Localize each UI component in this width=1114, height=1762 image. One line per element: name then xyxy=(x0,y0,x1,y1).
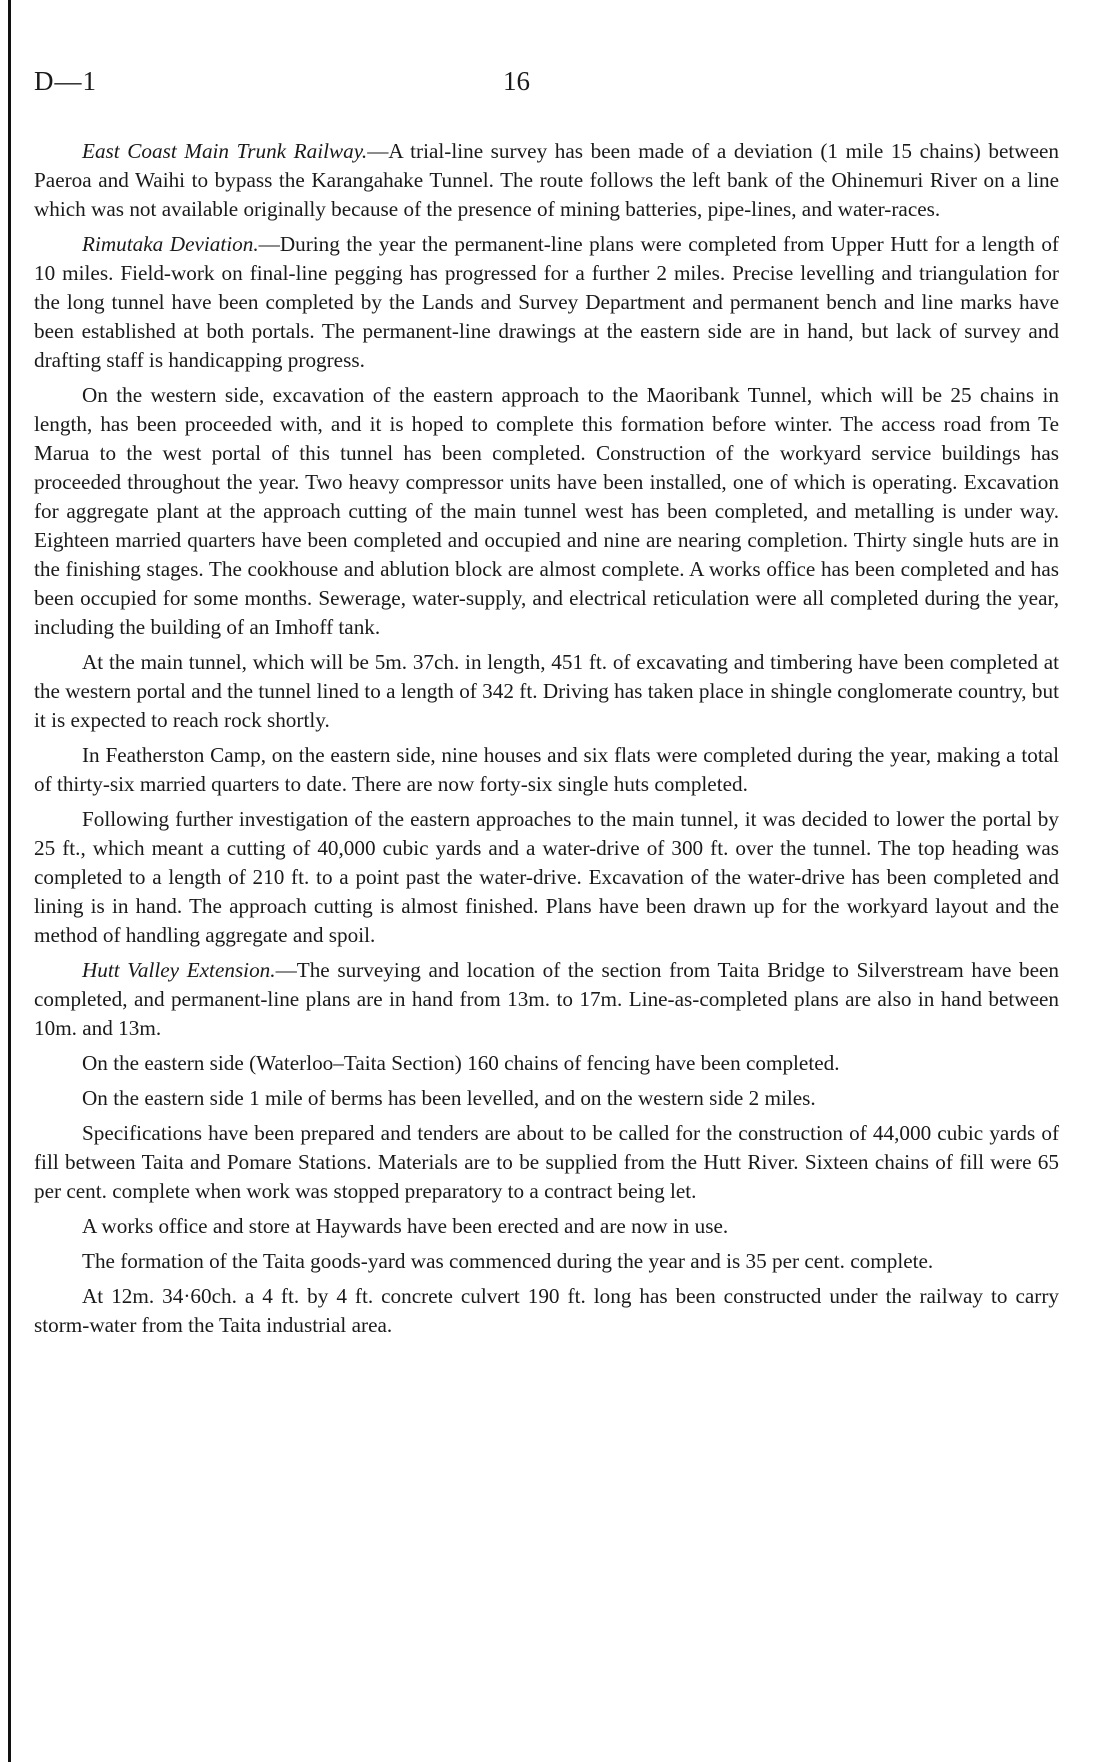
document-code: D—1 xyxy=(34,66,97,96)
paragraph-text: On the eastern side (Waterloo–Taita Section) 160 chains of fencing have been completed. xyxy=(82,1051,840,1075)
page-number: 16 xyxy=(503,66,530,96)
paragraph-text: —The surveying and location of the section from Taita Bridge to Silverstream have been completed, and permanent-line plans are in hand from 13m. to 17m. Line-as-completed plans are also in hand between 10m. and 13m. xyxy=(34,958,1059,1040)
paragraph-text: On the western side, excavation of the eastern approach to the Maoribank Tunnel, which will be 25 chains in length, has been proceeded with, and it is hoped to complete this formation before winter. The access road from Te Marua to the west portal of this tunnel has been completed. Construction of the workyard service buildings has proceeded throughout the year. Two heavy compressor units have been installed, one of which is operating. Excavation for aggregate plant at the approach cutting of the main tunnel west has been completed, and metalling is under way. Eighteen married quarters have been completed and occupied and nine are nearing completion. Thirty single huts are in the finishing stages. The cookhouse and ablution block are almost complete. A works office has been completed and has been occupied for some months. Sewerage, water-supply, and electrical reticulation were all completed during the year, including the building of an Imhoff tank. xyxy=(34,383,1059,639)
paragraph-text: Following further investigation of the eastern approaches to the main tunnel, it was decided to lower the portal by 25 ft., which meant a cutting of 40,000 cubic yards and a water-drive of 300 ft. over the tunnel. The top heading was completed to a length of 210 ft. to a point past the water-drive. Excavation of the water-drive has been completed and lining is in hand. The approach cutting is almost finished. Plans have been drawn up for the workyard layout and the method of handling aggregate and spoil. xyxy=(34,807,1059,947)
paragraph-text: At 12m. 34·60ch. a 4 ft. by 4 ft. concrete culvert 190 ft. long has been constructed under the railway to carry storm-water from the Taita industrial area. xyxy=(34,1284,1059,1337)
paragraph-east-coast xyxy=(34,137,1059,224)
paragraph-fencing xyxy=(34,1049,1059,1078)
paragraph-hutt-valley xyxy=(34,956,1059,1043)
paragraph-rimutaka xyxy=(34,230,1059,375)
paragraph-text: On the eastern side 1 mile of berms has been levelled, and on the western side 2 miles. xyxy=(82,1086,816,1110)
paragraph-berms xyxy=(34,1084,1059,1113)
paragraph-text: In Featherston Camp, on the eastern side, nine houses and six flats were completed during the year, making a total of thirty-six married quarters to date. There are now forty-six single huts completed. xyxy=(34,743,1059,796)
page-header xyxy=(0,66,1114,106)
paragraph-culvert xyxy=(34,1282,1059,1340)
paragraph-text: Specifications have been prepared and tenders are about to be called for the construction of 44,000 cubic yards of fill between Taita and Pomare Stations. Materials are to be supplied from the Hutt River. Sixteen chains of fill were 65 per cent. complete when work was stopped preparatory to a contract being let. xyxy=(34,1121,1059,1203)
paragraph-text: A works office and store at Haywards have been erected and are now in use. xyxy=(82,1214,729,1238)
paragraph-text: The formation of the Taita goods-yard was commenced during the year and is 35 per cent. complete. xyxy=(82,1249,934,1273)
paragraph-western-side xyxy=(34,381,1059,642)
paragraph-goods-yard xyxy=(34,1247,1059,1276)
paragraph-works-office xyxy=(34,1212,1059,1241)
paragraph-text: —During the year the permanent-line plans were completed from Upper Hutt for a length of 10 miles. Field-work on final-line pegging has progressed for a further 2 miles. Precise levelling and triangulation for the long tunnel have been completed by the Lands and Survey Department and permanent bench and line marks have been established at both portals. The permanent-line drawings at the eastern side are in hand, but lack of survey and drafting staff is handicapping progress. xyxy=(34,232,1059,372)
left-margin-rule xyxy=(8,0,11,1762)
paragraph-main-tunnel xyxy=(34,648,1059,735)
report-body xyxy=(34,137,1059,1346)
paragraph-featherston-camp xyxy=(34,741,1059,799)
section-heading-rimutaka-deviation: Rimutaka Deviation. xyxy=(82,232,259,256)
paragraph-specifications xyxy=(34,1119,1059,1206)
section-heading-east-coast-main-trunk: East Coast Main Trunk Railway. xyxy=(82,139,368,163)
paragraph-text: —A trial-line survey has been made of a deviation (1 mile 15 chains) between Paeroa and Waihi to bypass the Karangahake Tunnel. The route follows the left bank of the Ohinemuri River on a line which was not available originally because of the presence of mining batteries, pipe-lines, and water-races. xyxy=(34,139,1059,221)
section-heading-hutt-valley-extension: Hutt Valley Extension. xyxy=(82,958,276,982)
paragraph-eastern-approaches xyxy=(34,805,1059,950)
paragraph-text: At the main tunnel, which will be 5m. 37ch. in length, 451 ft. of excavating and timbering have been completed at the western portal and the tunnel lined to a length of 342 ft. Driving has taken place in shingle conglomerate country, but it is expected to reach rock shortly. xyxy=(34,650,1059,732)
